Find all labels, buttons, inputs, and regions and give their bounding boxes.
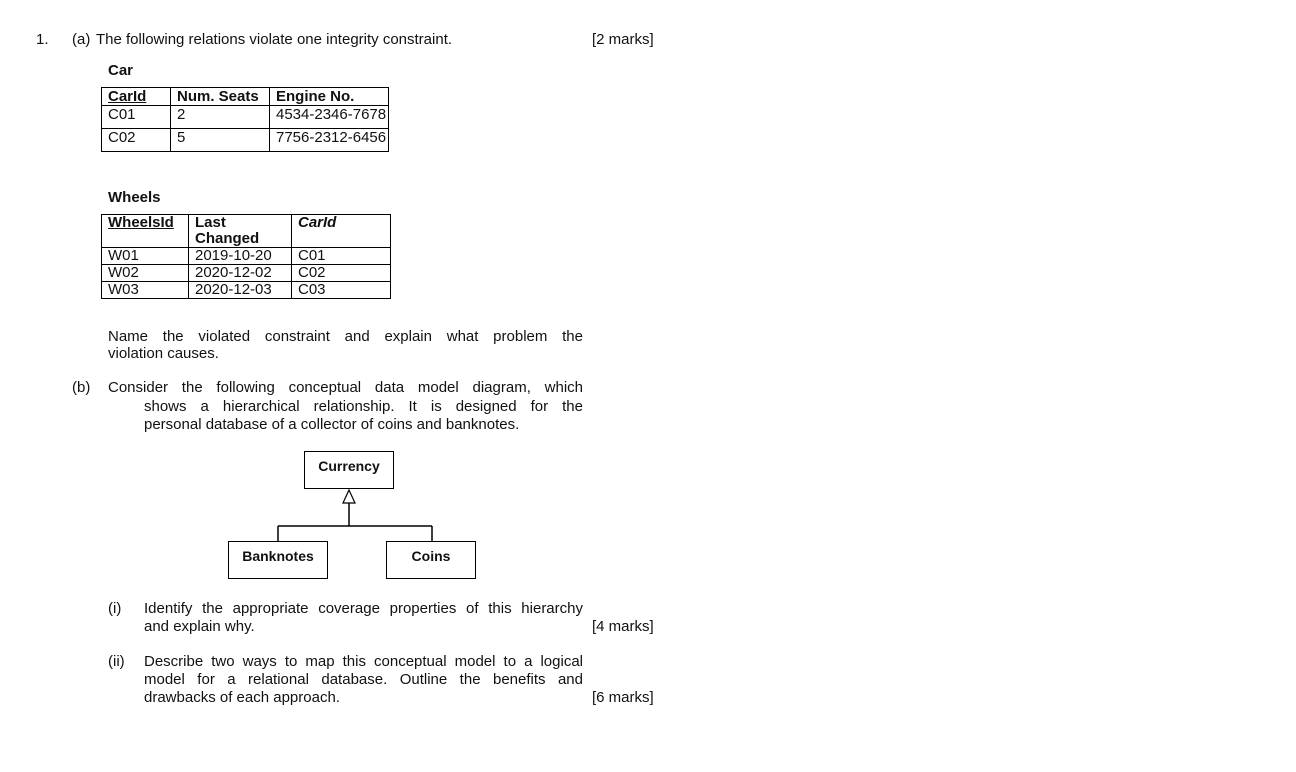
sub-i-marks: [4 marks] <box>592 618 654 635</box>
part-a-text: The following relations violate one integrity constraint. <box>96 31 453 48</box>
table-cell: C01 <box>292 248 391 265</box>
table-cell: 2 <box>171 106 270 129</box>
part-b-line1: Consider the following conceptual data model diagram, which <box>108 379 583 396</box>
table-cell: C02 <box>292 265 391 282</box>
entity-banknotes: Banknotes <box>228 541 328 579</box>
sub-i-line1: Identify the appropriate coverage properties of this hierarchy <box>144 600 583 617</box>
generalization-arrow-icon <box>343 490 355 503</box>
entity-coins: Coins <box>386 541 476 579</box>
wheels-table-title: Wheels <box>108 189 161 206</box>
sub-ii-line3: drawbacks of each approach. <box>144 689 340 706</box>
sub-ii-line2: model for a relational database. Outline the benefits and <box>144 671 583 688</box>
part-a-question-line2: violation causes. <box>108 345 219 362</box>
entity-currency: Currency <box>304 451 394 489</box>
table-cell: 2020-12-03 <box>189 282 292 299</box>
part-b-line3: personal database of a collector of coins and banknotes. <box>144 416 520 433</box>
table-cell: 2020-12-02 <box>189 265 292 282</box>
sub-i-label: (i) <box>108 600 122 617</box>
table-cell: 4534-2346-7678 <box>270 106 389 129</box>
part-a-label: (a) <box>72 31 91 48</box>
table-cell: 2019-10-20 <box>189 248 292 265</box>
table-cell: 5 <box>171 129 270 152</box>
wheels-header-carid: CarId <box>292 215 391 248</box>
table-cell: W03 <box>102 282 189 299</box>
sub-i-line2: and explain why. <box>144 618 255 635</box>
car-header-engine-no: Engine No. <box>270 88 389 106</box>
part-b-line2: shows a hierarchical relationship. It is designed for the <box>144 398 583 415</box>
car-header-carid: CarId <box>102 88 171 106</box>
table-cell: C02 <box>102 129 171 152</box>
table-cell: W02 <box>102 265 189 282</box>
sub-ii-marks: [6 marks] <box>592 689 654 706</box>
car-table-title: Car <box>108 62 134 79</box>
table-cell: C01 <box>102 106 171 129</box>
table-cell: W01 <box>102 248 189 265</box>
table-cell: C03 <box>292 282 391 299</box>
wheels-header-last-changed: Last Changed <box>189 215 292 248</box>
part-a-question-line1: Name the violated constraint and explain what problem the <box>108 328 583 345</box>
sub-ii-label: (ii) <box>108 653 125 670</box>
table-cell: 7756-2312-6456 <box>270 129 389 152</box>
part-a-marks: [2 marks] <box>592 31 654 48</box>
car-header-num-seats: Num. Seats <box>171 88 270 106</box>
part-b-label: (b) <box>72 379 91 396</box>
sub-ii-line1: Describe two ways to map this conceptual model to a logical <box>144 653 583 670</box>
wheels-header-wheelsid: WheelsId <box>102 215 189 248</box>
question-number: 1. <box>36 31 49 48</box>
